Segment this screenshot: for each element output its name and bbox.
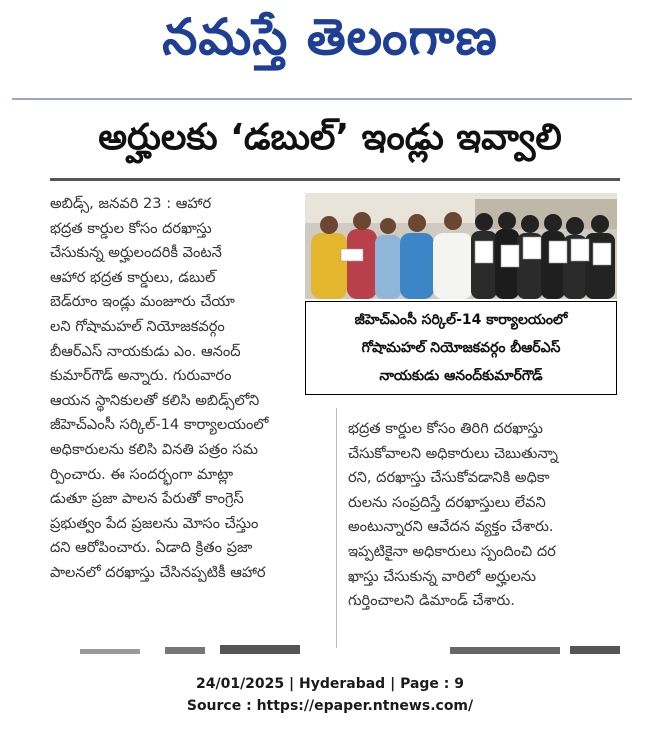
- text-line: బెడ్‌రూం ఇండ్లు మంజూరు చేయా: [50, 293, 235, 311]
- cropped-text-fragment: [30, 640, 640, 654]
- column-divider: [336, 408, 337, 648]
- text-line: ఆయన స్థానికులతో కలిసి అబిడ్స్‌లోని: [50, 391, 260, 409]
- photo-caption: [308, 306, 614, 390]
- text-line: లని గోషామహల్ నియోజకవర్గం: [50, 317, 225, 335]
- footer-date-edition: 24/01/2025 | Hyderabad | Page : 9: [195, 676, 465, 692]
- masthead: [0, 0, 660, 96]
- article-headline: అర్హులకు ‘డబుల్’ ఇండ్లు ఇవ్వాలి: [98, 117, 562, 158]
- text-line: ఖాస్తు చేసుకున్న వారిలో అర్హులను: [348, 567, 537, 585]
- text-line: చేసుకోవాలని అధికారులు చెబుతున్నా: [348, 444, 558, 462]
- headline-divider: [50, 178, 620, 181]
- text-line: రని, దరఖాస్తు చేసుకోవడానికి అధికా: [348, 469, 550, 487]
- article-left-column: [50, 192, 322, 586]
- text-line: చేసుకున్న అర్హులందరికీ వెంటనే: [50, 244, 222, 262]
- caption-line: జీహెచ్‌ఎంసీ సర్కిల్-14 కార్యాలయంలో: [354, 312, 568, 328]
- caption-line: నాయకుడు ఆనంద్‌కుమార్‌గౌడ్: [379, 368, 543, 384]
- photo-illustration: [305, 193, 617, 299]
- text-line: భద్రత కార్డుల కోసం తిరిగి దరఖాస్తు: [348, 420, 543, 437]
- masthead-title: నమస్తే తెలంగాణ: [162, 8, 498, 66]
- text-line: అబిడ్స్, జనవరి 23 : ఆహార: [50, 195, 212, 212]
- text-line: ఇప్పటికైనా అధికారులు స్పందించి దర: [348, 542, 556, 560]
- article-right-column: [348, 417, 616, 614]
- caption-line: గోషామహల్ నియోజకవర్గం బీఆర్‌ఎస్: [361, 340, 561, 356]
- text-line: రులను సంప్రదిస్తే దరఖాస్తులు లేవని: [348, 493, 546, 511]
- text-line: కుమార్‌గౌడ్ అన్నారు. గురువారం: [50, 367, 232, 385]
- masthead-divider: [12, 98, 632, 100]
- footer-source: Source : https://epaper.ntnews.com/: [186, 698, 474, 714]
- text-line: పాలనలో దరఖాస్తు చేసినప్పటికీ ఆహార: [50, 563, 266, 581]
- text-line: దని ఆరోపించారు. ఏడాది క్రితం ప్రజా: [50, 539, 253, 557]
- text-line: జీహెచ్‌ఎంసీ సర్కిల్-14 కార్యాలయంలో: [50, 416, 269, 434]
- text-line: ఆహార భద్రత కార్డులు, డబుల్: [50, 268, 216, 286]
- article-photo: [305, 193, 617, 299]
- text-line: అధికారులను కలిసి వినతి పత్రం సమ: [50, 440, 258, 458]
- text-line: అంటున్నారని ఆవేదన వ్యక్తం చేశారు.: [348, 518, 554, 536]
- text-line: డుతూ ప్రజా పాలన పేరుతో కాంగ్రెస్: [50, 490, 244, 508]
- text-line: బీఆర్‌ఎస్ నాయకుడు ఎం. ఆనంద్: [50, 342, 241, 360]
- text-line: గుర్తించాలని డిమాండ్ చేశారు.: [348, 592, 515, 610]
- text-line: ప్రభుత్వం పేద ప్రజలను మోసం చేస్తుం: [50, 514, 259, 532]
- text-line: భద్రత కార్డుల కోసం దరఖాస్తు: [50, 219, 212, 237]
- text-line: ర్పించారు. ఈ సందర్భంగా మాట్లా: [50, 465, 234, 483]
